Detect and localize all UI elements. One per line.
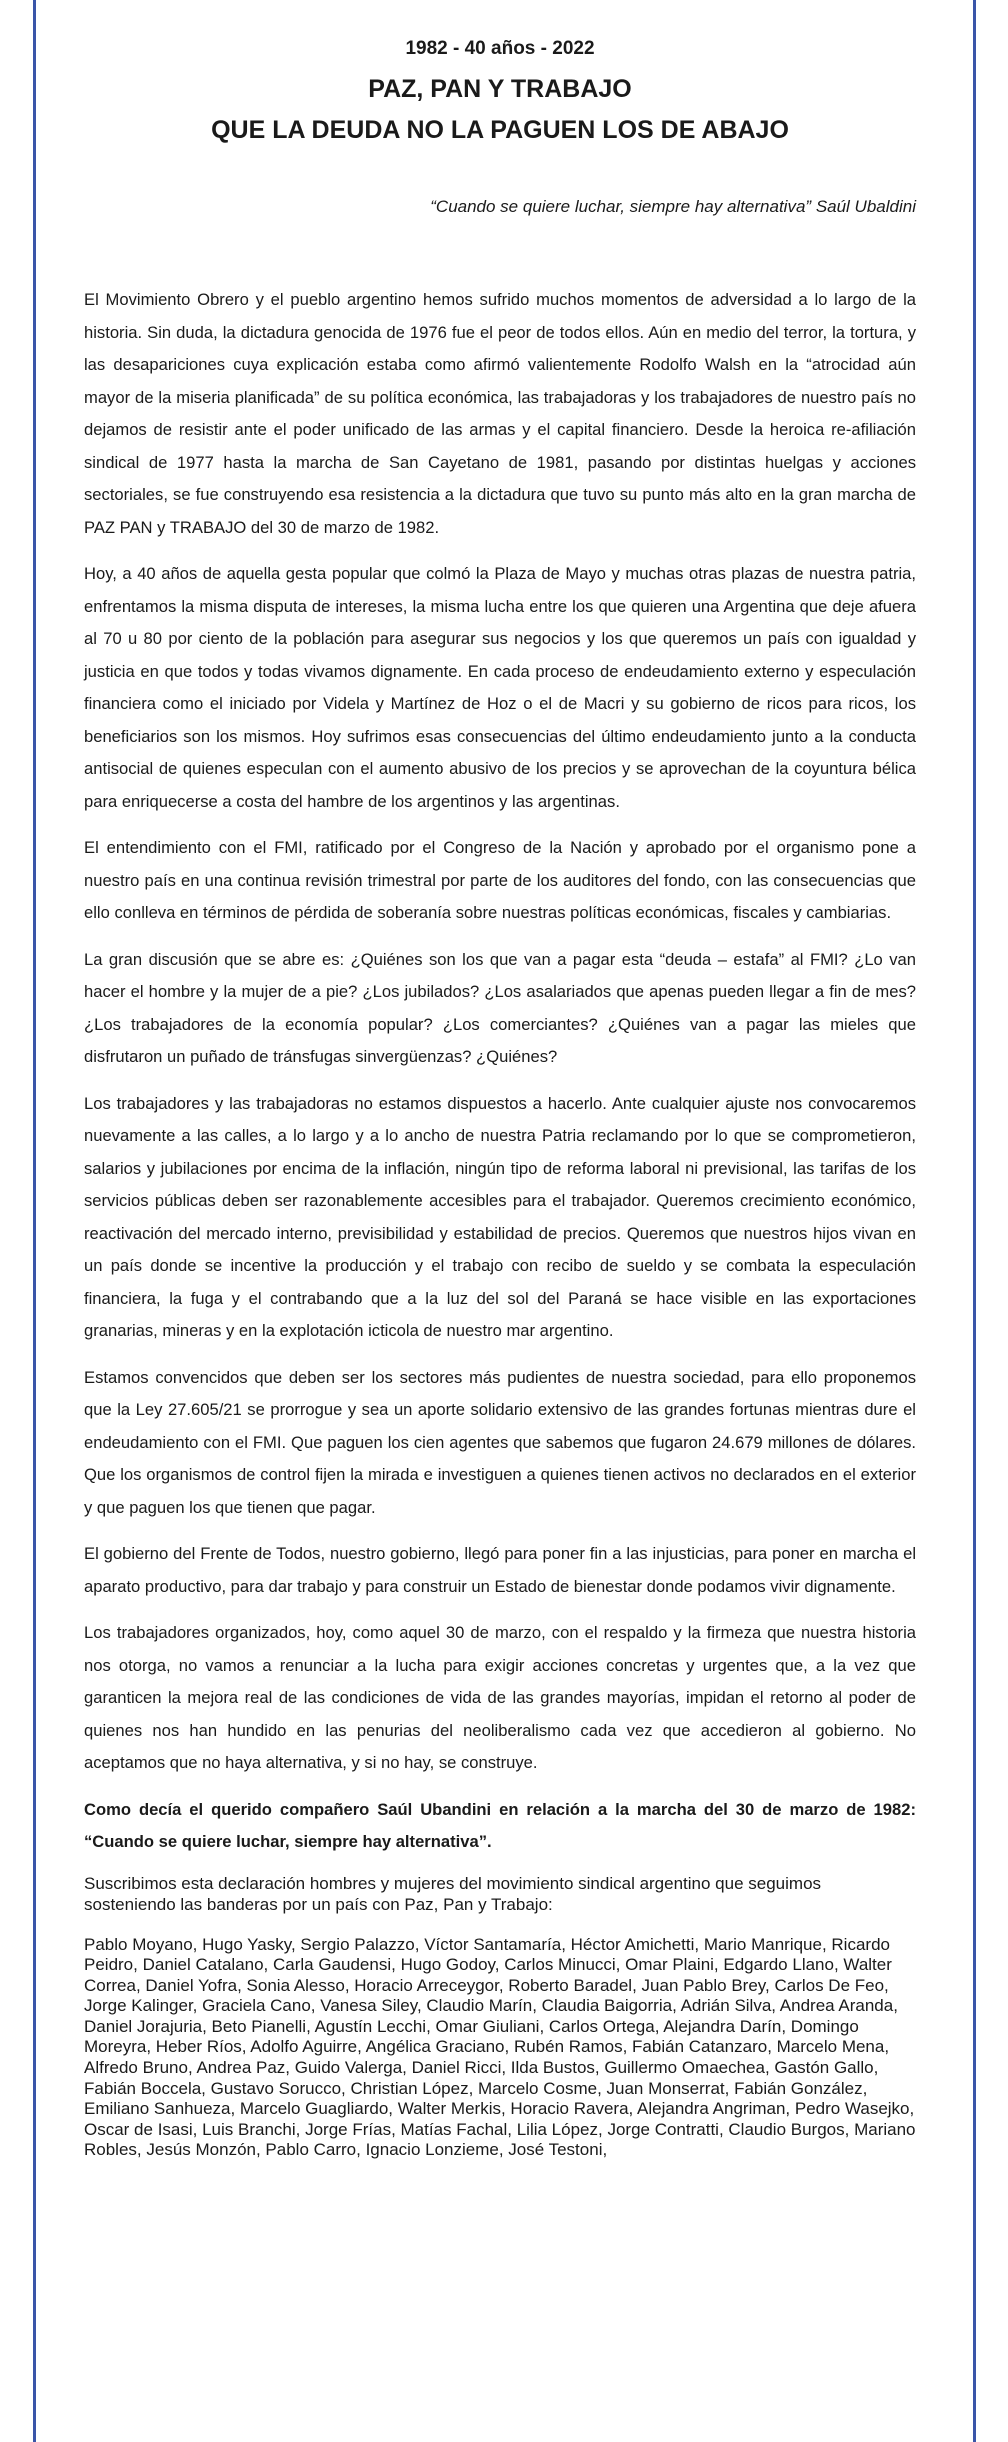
right-border-line [973, 0, 976, 2442]
epigraph-quote: “Cuando se quiere luchar, siempre hay alternativa” [430, 197, 812, 216]
body-paragraph-8: Los trabajadores organizados, hoy, como aquel 30 de marzo, con el respaldo y la firmeza que nuestra historia nos otorga, no vamos a renunciar a la lucha para exigir acciones concretas y urgentes que, a la vez que garanticen la mejora real de las condiciones de vida de las grandes mayorías, impidan el retorno al poder de quienes nos han hundido en las penurias del neoliberalismo cada vez que accedieron al gobierno. No aceptamos que no haya alternativa, y si no hay, se construye. [84, 1623, 916, 1772]
signers-list: Pablo Moyano, Hugo Yasky, Sergio Palazzo, Víctor Santamaría, Héctor Amichetti, Mario Manrique, Ricardo Peidro, Daniel Catalano, Carla Gaudensi, Hugo Godoy, Carlos Minucci, Omar Plaini, Edgardo Llano, Walter Correa, Daniel Yofra, Sonia Alesso, Horacio Arreceygor, Roberto Baradel, Juan Pablo Brey, Carlos De Feo, Jorge Kalinger, Graciela Cano, Vanesa Siley, Claudio Marín, Claudia Baigorria, Adrián Silva, Andrea Aranda, Daniel Jorajuria, Beto Pianelli, Agustín Lecchi, Omar Giuliani, Carlos Ortega, Alejandra Darín, Domingo Moreyra, Heber Ríos, Adolfo Aguirre, Angélica Graciano, Rubén Ramos, Fabián Catanzaro, Marcelo Mena, Alfredo Bruno, Andrea Paz, Guido Valerga, Daniel Ricci, Ilda Bustos, Guillermo Omaechea, Gastón Gallo, Fabián Boccela, Gustavo Sorucco, Christian López, Marcelo Cosme, Juan Monserrat, Fabián González, Emiliano Sanhueza, Marcelo Guagliardo, Walter Merkis, Horacio Ravera, Alejandra Angriman, Pedro Wasejko, Oscar de Isasi, Luis Branchi, Jorge Frías, Matías Fachal, Lilia López, Jorge Contratti, Claudio Burgos, Mariano Robles, Jesús Monzón, Pablo Carro, Ignacio Lonzieme, José Testoni, [84, 1934, 916, 2160]
body-paragraph-2: Hoy, a 40 años de aquella gesta popular que colmó la Plaza de Mayo y muchas otras plazas de nuestra patria, enfrentamos la misma disputa de intereses, la misma lucha entre los que quieren una Argentina que deje afuera al 70 u 80 por ciento de la población para asegurar sus negocios y los que queremos un país con igualdad y justicia en que todos y todas vivamos dignamente. En cada proceso de endeudamiento externo y especulación financiera como el iniciado por Videla y Martínez de Hoz o el de Macri y su gobierno de ricos para ricos, los beneficiarios son los mismos. Hoy sufrimos esas consecuencias del último endeudamiento junto a la conducta antisocial de quienes especulan con el aumento abusivo de los precios y se aprovechan de la coyuntura bélica para enriquecerse a costa del hambre de los argentinos y las argentinas. [84, 564, 916, 811]
epigraph [84, 196, 916, 218]
body-paragraph-3: El entendimiento con el FMI, ratificado por el Congreso de la Nación y aprobado por el organismo pone a nuestro país en una continua revisión trimestral por parte de los auditores del fondo, con las consecuencias que ello conlleva en términos de pérdida de soberanía sobre nuestras políticas económicas, fiscales y cambiarias. [84, 838, 916, 922]
body-paragraph-1: El Movimiento Obrero y el pueblo argentino hemos sufrido muchos momentos de adversidad a lo largo de la historia. Sin duda, la dictadura genocida de 1976 fue el peor de todos ellos. Aún en medio del terror, la tortura, y las desapariciones cuya explicación estaba como afirmó valientemente Rodolfo Walsh en la “atrocidad aún mayor de la miseria planificada” de su política económica, las trabajadoras y los trabajadores de nuestro país no dejamos de resistir ante el poder unificado de las armas y el capital financiero. Desde la heroica re-afiliación sindical de 1977 hasta la marcha de San Cayetano de 1981, pasando por distintas huelgas y acciones sectoriales, se fue construyendo esa resistencia a la dictadura que tuvo su punto más alto en la gran marcha de PAZ PAN y TRABAJO del 30 de marzo de 1982. [84, 290, 916, 537]
body-paragraph-5: Los trabajadores y las trabajadoras no estamos dispuestos a hacerlo. Ante cualquier ajuste nos convocaremos nuevamente a las calles, a lo largo y a lo ancho de nuestra Patria reclamando por lo que se comprometieron, salarios y jubilaciones por encima de la inflación, ningún tipo de reforma laboral ni previsional, las tarifas de los servicios públicas deben ser razonablemente accesibles para el trabajador. Queremos crecimiento económico, reactivación del mercado interno, previsibilidad y estabilidad de precios. Queremos que nuestros hijos vivan en un país donde se incentive la producción y el trabajo con recibo de sueldo y se combata la especulación financiera, la fuga y el contrabando que a la luz del sol del Paraná se hace visible en las exportaciones granarias, mineras y en la explotación icticola de nuestro mar argentino. [84, 1093, 916, 1340]
document-subtitle: QUE LA DEUDA NO LA PAGUEN LOS DE ABAJO [211, 116, 789, 144]
body-paragraph-7: El gobierno del Frente de Todos, nuestro gobierno, llegó para poner fin a las injusticias, para poner en marcha el aparato productivo, para dar trabajo y para construir un Estado de bienestar donde podamos vivir dignamente. [84, 1544, 916, 1596]
left-border-line [33, 0, 36, 2442]
year-line: 1982 - 40 años - 2022 [405, 38, 595, 59]
subscribe-statement: Suscribimos esta declaración hombres y mujeres del movimiento sindical argentino que seguimos sosteniendo las banderas por un país con Paz, Pan y Trabajo: [84, 1873, 822, 1914]
body-paragraph-4: La gran discusión que se abre es: ¿Quiénes son los que van a pagar esta “deuda – estafa” al FMI? ¿Lo van hacer el hombre y la mujer de a pie? ¿Los jubilados? ¿Los asalariados que apenas pueden llegar a fin de mes? ¿Los trabajadores de la economía popular? ¿Los comerciantes? ¿Quiénes van a pagar las mieles que disfrutaron un puñado de tránsfugas sinvergüenzas? ¿Quiénes? [84, 949, 916, 1066]
body-paragraph-6: Estamos convencidos que deben ser los sectores más pudientes de nuestra sociedad, para ello proponemos que la Ley 27.605/21 se prorrogue y sea un aporte solidario extensivo de las grandes fortunas mientras dure el endeudamiento con el FMI. Que paguen los cien agentes que sabemos que fugaron 24.679 millones de dólares. Que los organismos de control fijen la mirada e investiguen a quienes tienen activos no declarados en el exterior y que paguen los que tienen que pagar. [84, 1367, 916, 1517]
document-page [84, 0, 916, 2161]
document-header [84, 37, 916, 147]
closing-quote-paragraph: Como decía el querido compañero Saúl Ubandini en relación a la marcha del 30 de marzo de 1982: “Cuando se quiere luchar, siempre hay alternativa”. [84, 1799, 916, 1851]
document-title: PAZ, PAN Y TRABAJO [368, 75, 632, 103]
epigraph-author: Saúl Ubaldini [815, 197, 916, 216]
